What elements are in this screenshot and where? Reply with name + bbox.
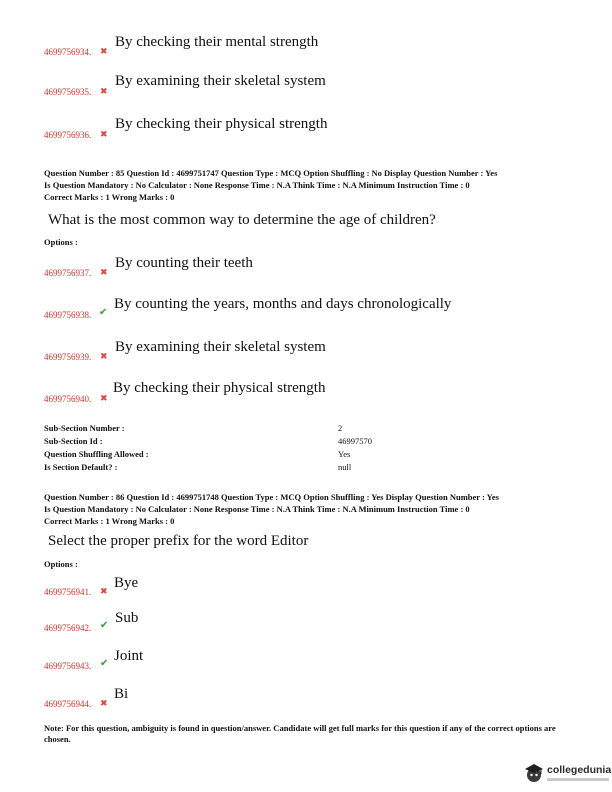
cross-icon: ✖ xyxy=(100,129,108,139)
question-marks: Correct Marks : 1 Wrong Marks : 0 xyxy=(44,516,175,526)
question-note: Note: For this question, ambiguity is found in question/answer. Candidate will get full marks for this question if any of the correct options are chosen. xyxy=(44,723,556,744)
cross-icon: ✖ xyxy=(100,586,108,596)
option-text: Joint xyxy=(114,648,144,664)
option-text: Bye xyxy=(114,575,139,591)
subsection-value: 46997570 xyxy=(338,436,372,446)
cross-icon: ✖ xyxy=(100,267,108,277)
cross-icon: ✖ xyxy=(100,698,108,708)
option-id: 4699756934. xyxy=(44,47,92,57)
option-id: 4699756944. xyxy=(44,699,92,709)
question-meta xyxy=(44,167,497,203)
brand-name: collegedunia xyxy=(547,764,612,776)
brand-watermark xyxy=(524,760,612,788)
subsection-key: Sub-Section Number : xyxy=(44,423,125,433)
option-id: 4699756937. xyxy=(44,268,92,278)
question-text: Select the proper prefix for the word Editor xyxy=(48,533,309,549)
question-meta-line: Question Number : 86 Question Id : 4699751748 Question Type : MCQ Option Shuffling : Yes Display Question Number : Yes xyxy=(44,492,499,502)
option-id: 4699756936. xyxy=(44,130,92,140)
option-text: By examining their skeletal system xyxy=(115,339,326,355)
question-meta xyxy=(44,491,499,527)
option-text: By checking their physical strength xyxy=(113,380,326,396)
subsection-value: null xyxy=(338,462,352,472)
subsection-key: Sub-Section Id : xyxy=(44,436,103,446)
option-text: By examining their skeletal system xyxy=(115,73,326,89)
subsection-value: Yes xyxy=(338,449,351,459)
options-label: Options : xyxy=(44,559,78,569)
check-icon: ✔ xyxy=(99,307,108,318)
subsection-key: Question Shuffling Allowed : xyxy=(44,449,149,459)
option-id: 4699756941. xyxy=(44,587,92,597)
option-text: By checking their mental strength xyxy=(115,34,319,50)
question-marks: Correct Marks : 1 Wrong Marks : 0 xyxy=(44,192,175,202)
option-text: By counting their teeth xyxy=(115,255,253,271)
graduate-cap-logo xyxy=(524,762,544,784)
question-meta-line: Is Question Mandatory : No Calculator : None Response Time : N.A Think Time : N.A Minimum Instruction Time : 0 xyxy=(44,504,470,514)
question-meta-line: Is Question Mandatory : No Calculator : None Response Time : N.A Think Time : N.A Minimum Instruction Time : 0 xyxy=(44,180,470,190)
option-text: By counting the years, months and days chronologically xyxy=(114,296,452,312)
cross-icon: ✖ xyxy=(100,393,108,403)
option-id: 4699756942. xyxy=(44,623,92,633)
subsection-key: Is Section Default? : xyxy=(44,462,118,472)
option-text: Bi xyxy=(114,686,129,702)
option-id: 4699756935. xyxy=(44,87,92,97)
cross-icon: ✖ xyxy=(100,351,108,361)
option-text: By checking their physical strength xyxy=(115,116,328,132)
question-meta-line: Question Number : 85 Question Id : 4699751747 Question Type : MCQ Option Shuffling : No Display Question Number : Yes xyxy=(44,168,498,178)
cross-icon: ✖ xyxy=(100,46,108,56)
check-icon: ✔ xyxy=(100,658,109,669)
question-text: What is the most common way to determine the age of children? xyxy=(48,212,436,228)
option-id: 4699756939. xyxy=(44,352,92,362)
option-id: 4699756943. xyxy=(44,661,92,671)
option-id: 4699756938. xyxy=(44,310,92,320)
check-icon: ✔ xyxy=(100,620,109,631)
brand-tagline-bar xyxy=(547,778,609,781)
subsection-value: 2 xyxy=(338,423,343,433)
option-text: Sub xyxy=(115,610,139,626)
options-label: Options : xyxy=(44,237,78,247)
cross-icon: ✖ xyxy=(100,86,108,96)
option-id: 4699756940. xyxy=(44,394,92,404)
